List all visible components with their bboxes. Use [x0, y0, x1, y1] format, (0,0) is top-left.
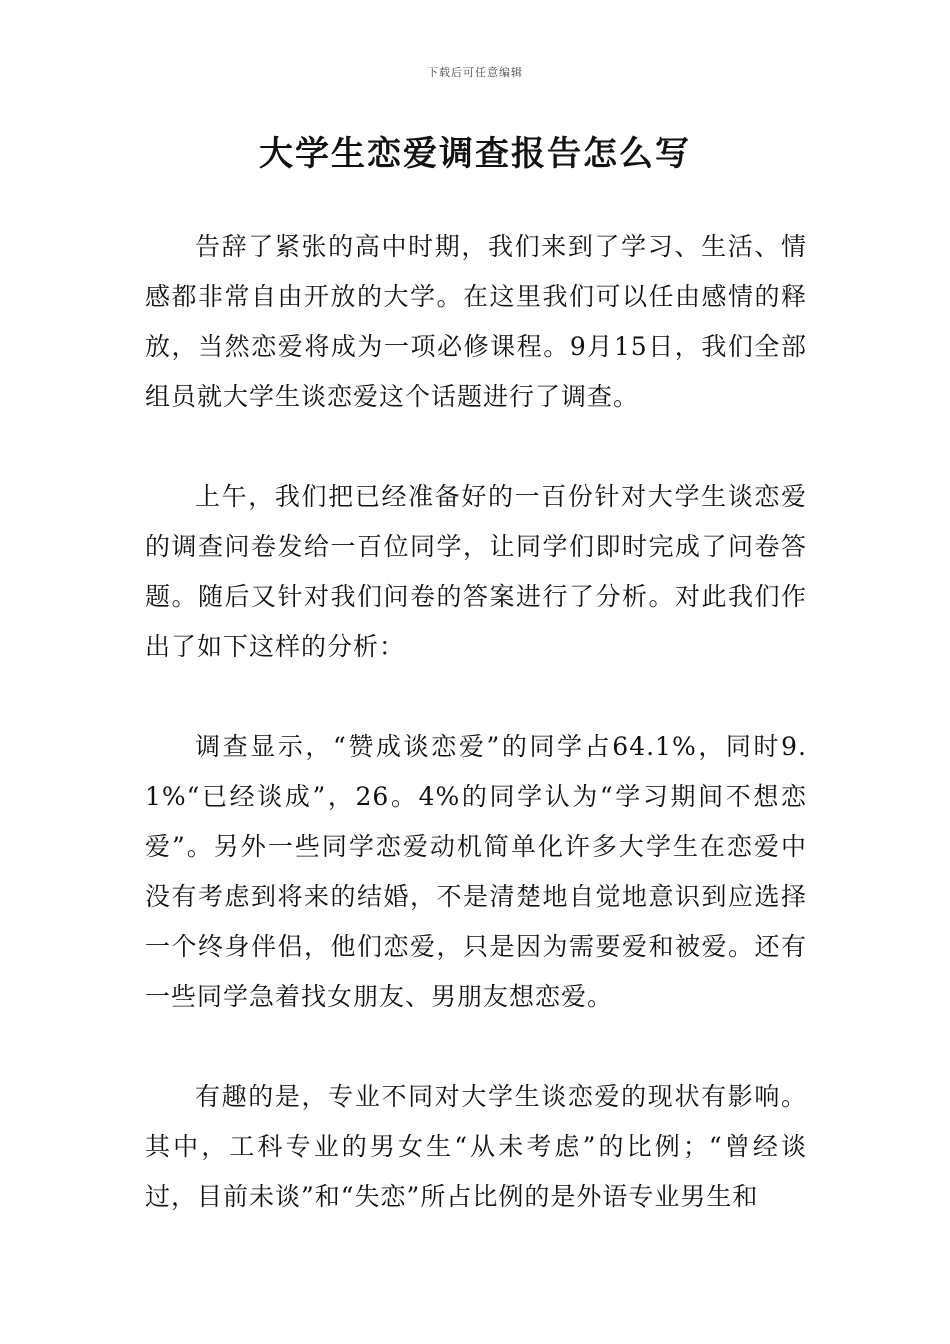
paragraph-survey-method: 上午，我们把已经准备好的一百份针对大学生谈恋爱的调查问卷发给一百位同学，让同学们即时完成了问卷答题。随后又针对我们问卷的答案进行了分析。对此我们作出了如下这样的分析： [145, 482, 807, 661]
document-title: 大学生恋爱调查报告怎么写 [259, 134, 691, 174]
document-body [145, 222, 807, 1272]
paragraph-intro: 告辞了紧张的高中时期，我们来到了学习、生活、情感都非常自由开放的大学。在这里我们可以任由感情的释放，当然恋爱将成为一项必修课程。9月15日，我们全部组员就大学生谈恋爱这个话题进行了调查。 [145, 232, 807, 411]
paragraph-major-differences: 有趣的是，专业不同对大学生谈恋爱的现状有影响。其中，工科专业的男女生“从未考虑”的比例；“曾经谈过，目前未谈”和“失恋”所占比例的是外语专业男生和 [145, 1082, 807, 1211]
page-header-note: 下载后可任意编辑 [427, 66, 523, 79]
paragraph-survey-results: 调查显示，“赞成谈恋爱”的同学占64.1%，同时9.1%“已经谈成”，26。4%的同学认为“学习期间不想恋爱”。另外一些同学恋爱动机简单化许多大学生在恋爱中没有考虑到将来的结婚，不是清楚地自觉地意识到应选择一个终身伴侣，他们恋爱，只是因为需要爱和被爱。还有一些同学急着找女朋友、男朋友想恋爱。 [145, 732, 807, 1011]
